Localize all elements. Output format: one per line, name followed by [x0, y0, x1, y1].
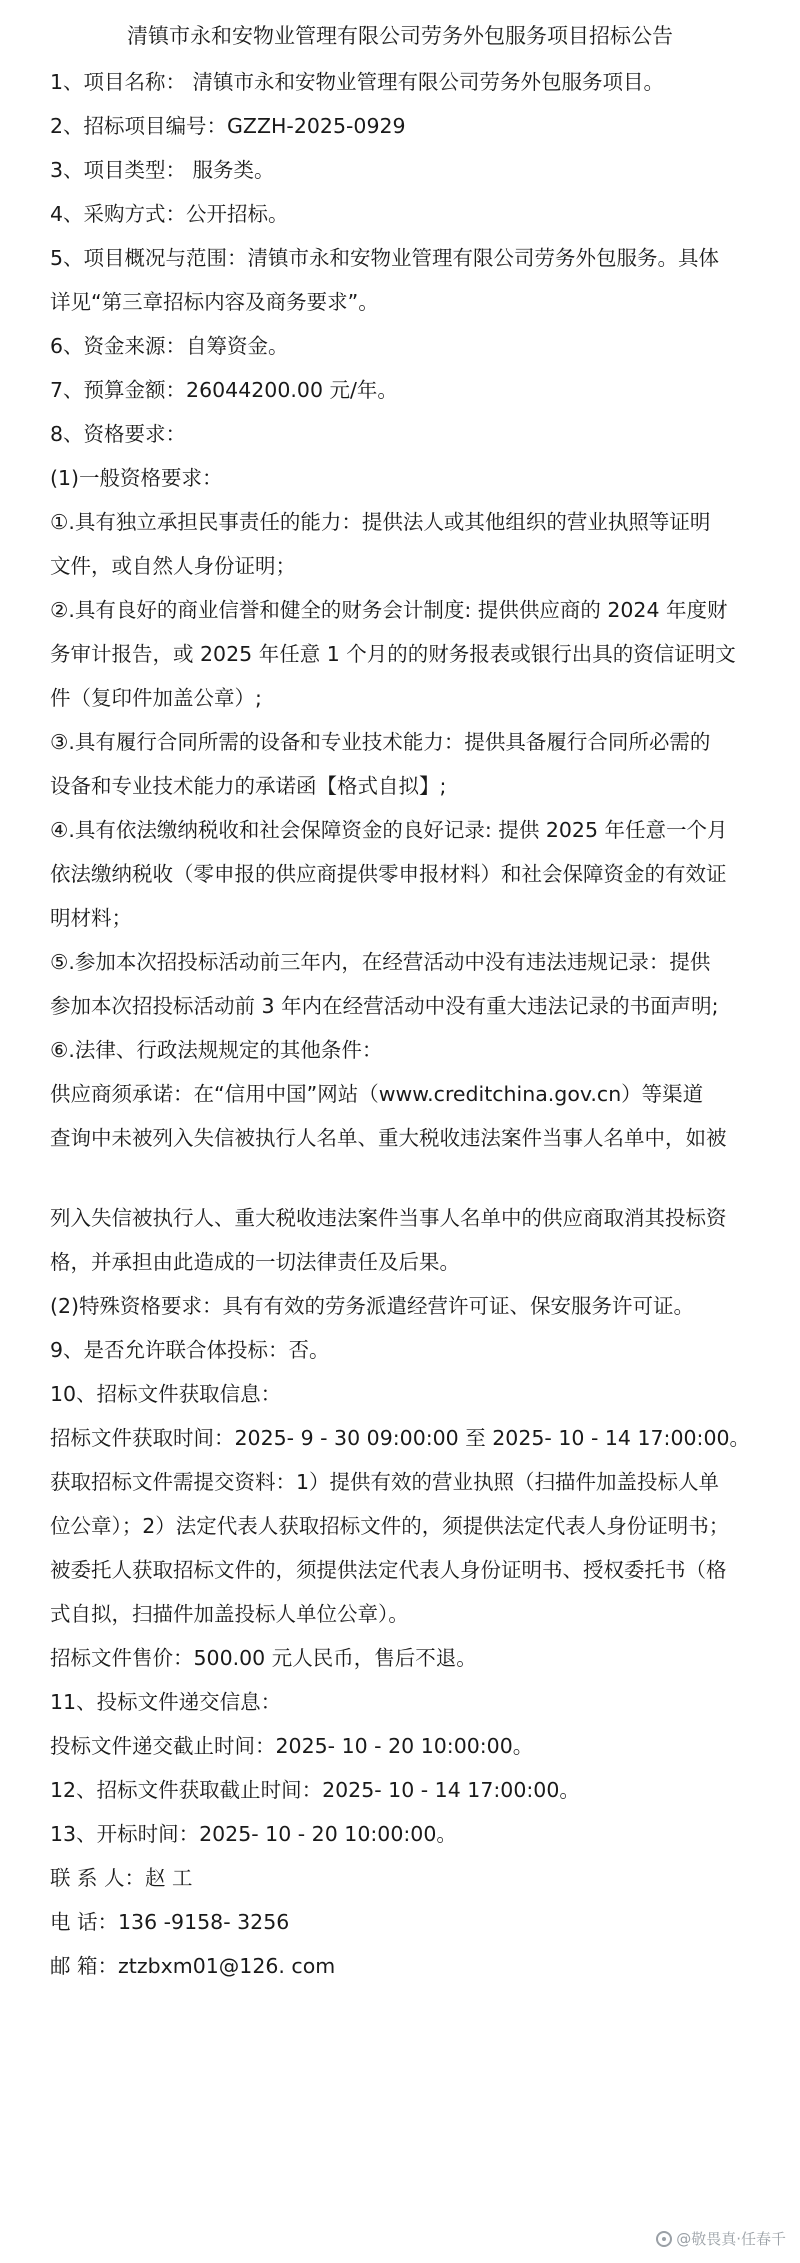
line-general-qualification: (1)一般资格要求：: [50, 466, 223, 490]
line-bid-submission: 11、投标文件递交信息：: [50, 1690, 282, 1714]
line-supplier-commitment-cont: 查询中未被列入失信被执行人名单、重大税收违法案件当事人名单中，如被: [50, 1126, 727, 1150]
line-doc-materials: 获取招标文件需提交资料：1）提供有效的营业执照（扫描件加盖投标人单: [50, 1470, 720, 1494]
line-qual-2-cont: 务审计报告，或 2025 年任意 1 个月的的财务报表或银行出具的资信证明文: [50, 642, 736, 666]
line-contact-person: 联 系 人：赵 工: [50, 1866, 193, 1890]
line-doc-materials-cont2: 被委托人获取招标文件的，须提供法定代表人身份证明书、授权委托书（格: [50, 1558, 727, 1582]
line-qualification: 8、资格要求：: [50, 422, 187, 446]
line-email: 邮 箱：ztzbxm01@126. com: [50, 1954, 336, 1978]
line-doc-deadline: 12、招标文件获取截止时间：2025- 10 - 14 17:00:00。: [50, 1778, 580, 1802]
line-bid-deadline: 投标文件递交截止时间：2025- 10 - 20 10:00:00。: [50, 1734, 534, 1758]
line-fund-source: 6、资金来源：自筹资金。: [50, 334, 289, 358]
line-opening-time: 13、开标时间：2025- 10 - 20 10:00:00。: [50, 1822, 457, 1846]
line-project-number: 2、招标项目编号：GZZH-2025-0929: [50, 114, 406, 138]
line-overview: 5、项目概况与范围：清镇市永和安物业管理有限公司劳务外包服务。具体: [50, 246, 720, 270]
line-qual-5-cont: 参加本次招投标活动前 3 年内在经营活动中没有重大违法记录的书面声明;: [50, 994, 719, 1018]
line-supplier-commitment-cont3: 格，并承担由此造成的一切法律责任及后果。: [50, 1250, 460, 1274]
line-qual-2: ②.具有良好的商业信誉和健全的财务会计制度: 提供供应商的 2024 年度财: [50, 598, 728, 622]
line-procurement-method: 4、采购方式：公开招标。: [50, 202, 289, 226]
line-qual-4-cont2: 明材料；: [50, 906, 132, 930]
line-budget: 7、预算金额：26044200.00 元/年。: [50, 378, 398, 402]
watermark-text: @敬畏真·任春千: [676, 2230, 786, 2248]
line-project-type: 3、项目类型： 服务类。: [50, 158, 275, 182]
watermark: [656, 2228, 786, 2249]
line-doc-info: 10、招标文件获取信息：: [50, 1382, 282, 1406]
line-qual-4-cont: 依法缴纳税收（零申报的供应商提供零申报材料）和社会保障资金的有效证: [50, 862, 727, 886]
line-qual-4: ④.具有依法缴纳税收和社会保障资金的良好记录: 提供 2025 年任意一个月: [50, 818, 728, 842]
line-doc-price: 招标文件售价：500.00 元人民币，售后不退。: [50, 1646, 477, 1670]
line-qual-1-cont: 文件，或自然人身份证明；: [50, 554, 296, 578]
line-consortium: 9、是否允许联合体投标：否。: [50, 1338, 330, 1362]
line-qual-6: ⑥.法律、行政法规规定的其他条件：: [50, 1038, 383, 1062]
line-project-name: 1、项目名称： 清镇市永和安物业管理有限公司劳务外包服务项目。: [50, 70, 665, 94]
line-qual-2-cont2: 件（复印件加盖公章）;: [50, 686, 262, 710]
watermark-icon: [656, 2231, 672, 2247]
line-doc-materials-cont3: 式自拟，扫描件加盖投标人单位公章）。: [50, 1602, 409, 1626]
line-qual-5: ⑤.参加本次招投标活动前三年内，在经营活动中没有违法违规记录：提供: [50, 950, 711, 974]
line-phone: 电 话：136 -9158- 3256: [50, 1910, 290, 1934]
line-qual-1: ①.具有独立承担民事责任的能力：提供法人或其他组织的营业执照等证明: [50, 510, 711, 534]
line-supplier-commitment: 供应商须承诺：在“信用中国”网站（www.creditchina.gov.cn）等渠道: [50, 1082, 704, 1106]
document-title: 清镇市永和安物业管理有限公司劳务外包服务项目招标公告: [127, 24, 673, 48]
line-special-qualification: (2)特殊资格要求：具有有效的劳务派遣经营许可证、保安服务许可证。: [50, 1294, 695, 1318]
line-doc-time: 招标文件获取时间：2025- 9 - 30 09:00:00 至 2025- 10 - 14 17:00:00。: [50, 1426, 751, 1450]
line-qual-3: ③.具有履行合同所需的设备和专业技术能力：提供具备履行合同所必需的: [50, 730, 711, 754]
line-supplier-commitment-cont2: 列入失信被执行人、重大税收违法案件当事人名单中的供应商取消其投标资: [50, 1206, 727, 1230]
line-doc-materials-cont: 位公章）；2）法定代表人获取招标文件的，须提供法定代表人身份证明书；: [50, 1514, 730, 1538]
line-overview-cont: 详见“第三章招标内容及商务要求”。: [50, 290, 379, 314]
line-qual-3-cont: 设备和专业技术能力的承诺函【格式自拟】;: [50, 774, 447, 798]
